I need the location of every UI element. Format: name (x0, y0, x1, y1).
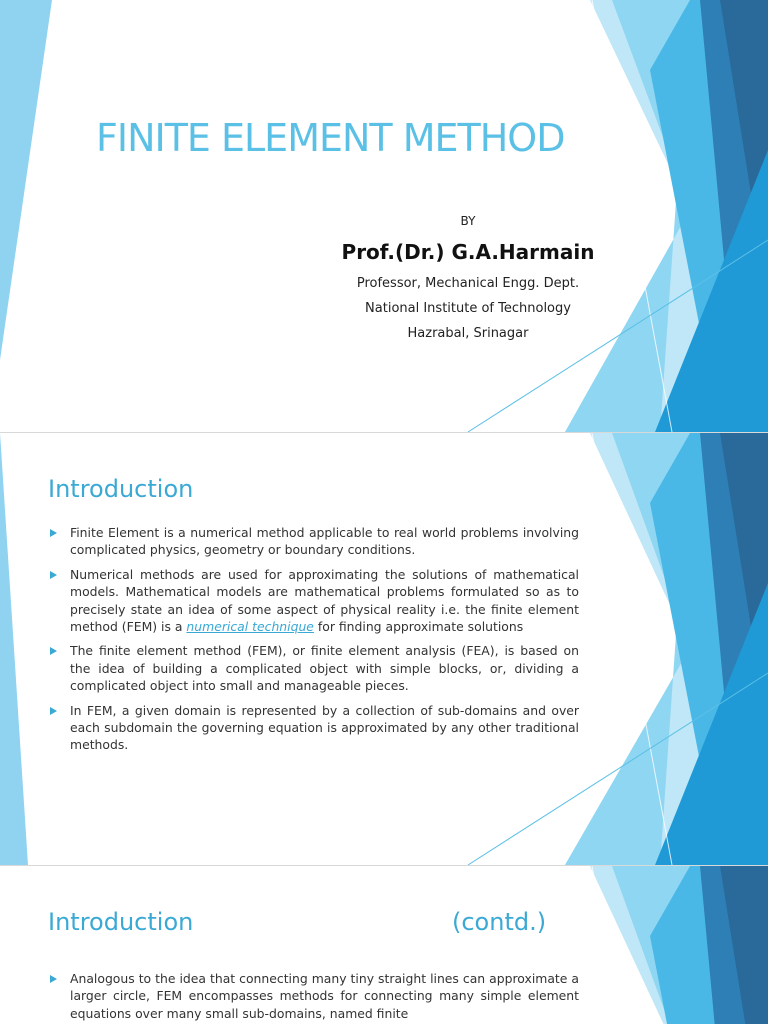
slide-decoration (0, 0, 768, 432)
bullet-item: The finite element method (FEM), or finite element analysis (FEA), is based on the idea of building a complicated object with simple blocks, or, dividing a complicated object into small and manageable pieces. (48, 642, 579, 694)
title-slide (0, 0, 768, 432)
bullet-arrow-icon (50, 707, 57, 715)
bullet-item: Numerical methods are used for approximating the solutions of mathematical models. Mathematical models are mathematical problems formulated so as to precisely state an idea of some aspect of physical reality i.e. the finite element method (FEM) is a numerical technique for finding approximate solutions (48, 566, 579, 636)
bullet-arrow-icon (50, 647, 57, 655)
bullet-item: Finite Element is a numerical method applicable to real world problems involving complicated physics, geometry or boundary conditions. (48, 524, 579, 559)
numerical-technique-link[interactable]: numerical technique (186, 619, 314, 635)
author-name: Prof.(Dr.) G.A.Harmain (341, 240, 595, 264)
author-location: Hazrabal, Srinagar (407, 326, 529, 341)
left-decor-triangle (0, 0, 52, 360)
section-title-suffix: (contd.) (452, 908, 547, 936)
presentation-title: FINITE ELEMENT METHOD (96, 116, 565, 160)
intro-slide (0, 433, 768, 865)
bullet-item: Analogous to the idea that connecting many tiny straight lines can approximate a larger circle, FEM encompasses methods for connecting many simple element equations over many small sub-domains, named finite (48, 970, 579, 1022)
bullet-list (48, 524, 579, 761)
bullet-list (48, 970, 579, 1024)
author-institute: National Institute of Technology (365, 301, 571, 316)
author-position: Professor, Mechanical Engg. Dept. (356, 276, 580, 291)
section-title: Introduction (48, 475, 194, 503)
section-title: Introduction (48, 908, 194, 936)
bullet-arrow-icon (50, 529, 57, 537)
left-decor-triangle (0, 433, 28, 865)
by-label: BY (460, 214, 476, 228)
bullet-item: In FEM, a given domain is represented by a collection of sub-domains and over each subdomain the governing equation is approximated by any other traditional methods. (48, 702, 579, 754)
intro-contd-slide (0, 866, 768, 1024)
bullet-arrow-icon (50, 571, 57, 579)
bullet-arrow-icon (50, 975, 57, 983)
